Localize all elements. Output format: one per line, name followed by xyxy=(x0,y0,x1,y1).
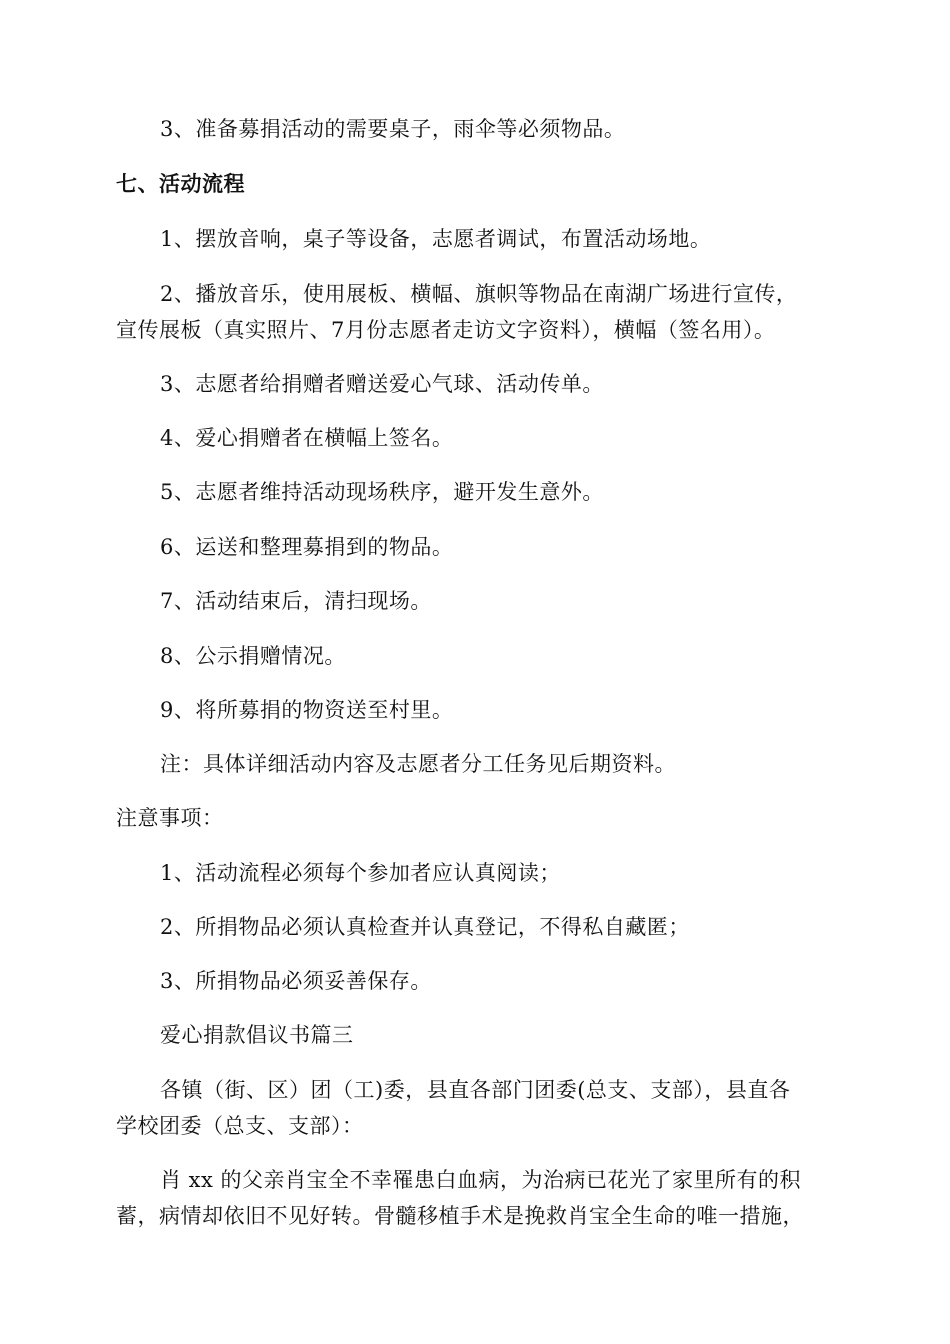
section-heading-activity-flow: 七、活动流程 xyxy=(116,172,245,196)
attention-title: 注意事项： xyxy=(116,806,224,830)
flow-item-8: 8、公示捐赠情况。 xyxy=(160,644,346,668)
attention-item-1: 1、活动流程必须每个参加者应认真阅读； xyxy=(160,861,561,885)
note: 注：具体详细活动内容及志愿者分工任务见后期资料。 xyxy=(160,752,676,776)
address-line-1: 各镇（街、区）团（工)委，县直各部门团委(总支、支部），县直各 xyxy=(160,1078,791,1102)
attention-item-2: 2、所捐物品必须认真检查并认真登记，不得私自藏匿； xyxy=(160,915,690,939)
flow-item-4: 4、爱心捐赠者在横幅上签名。 xyxy=(160,426,454,450)
flow-item-9: 9、将所募捐的物资送至村里。 xyxy=(160,698,454,722)
flow-item-5: 5、志愿者维持活动现场秩序，避开发生意外。 xyxy=(160,480,604,504)
part3-title: 爱心捐款倡议书篇三 xyxy=(160,1023,354,1047)
address-line-2: 学校团委（总支、支部）： xyxy=(116,1114,364,1138)
flow-item-2: 2、播放音乐，使用展板、横幅、旗帜等物品在南湖广场进行宣传， xyxy=(160,282,798,306)
attention-item-3: 3、所捐物品必须妥善保存。 xyxy=(160,969,432,993)
flow-item-1: 1、摆放音响，桌子等设备，志愿者调试，布置活动场地。 xyxy=(160,227,712,251)
flow-item-3: 3、志愿者给捐赠者赠送爱心气球、活动传单。 xyxy=(160,372,604,396)
body-line-2: 蓄，病情却依旧不见好转。骨髓移植手术是挽救肖宝全生命的唯一措施， xyxy=(116,1204,804,1228)
flow-item-7: 7、活动结束后，清扫现场。 xyxy=(160,589,432,613)
body-line-1: 肖 xx 的父亲肖宝全不幸罹患白血病，为治病已花光了家里所有的积 xyxy=(160,1168,802,1192)
flow-item-2-continued: 宣传展板（真实照片、7月份志愿者走访文字资料），横幅（签名用）。 xyxy=(116,318,776,342)
prep-item-3: 3、准备募捐活动的需要桌子，雨伞等必须物品。 xyxy=(160,117,626,141)
flow-item-6: 6、运送和整理募捐到的物品。 xyxy=(160,535,454,559)
